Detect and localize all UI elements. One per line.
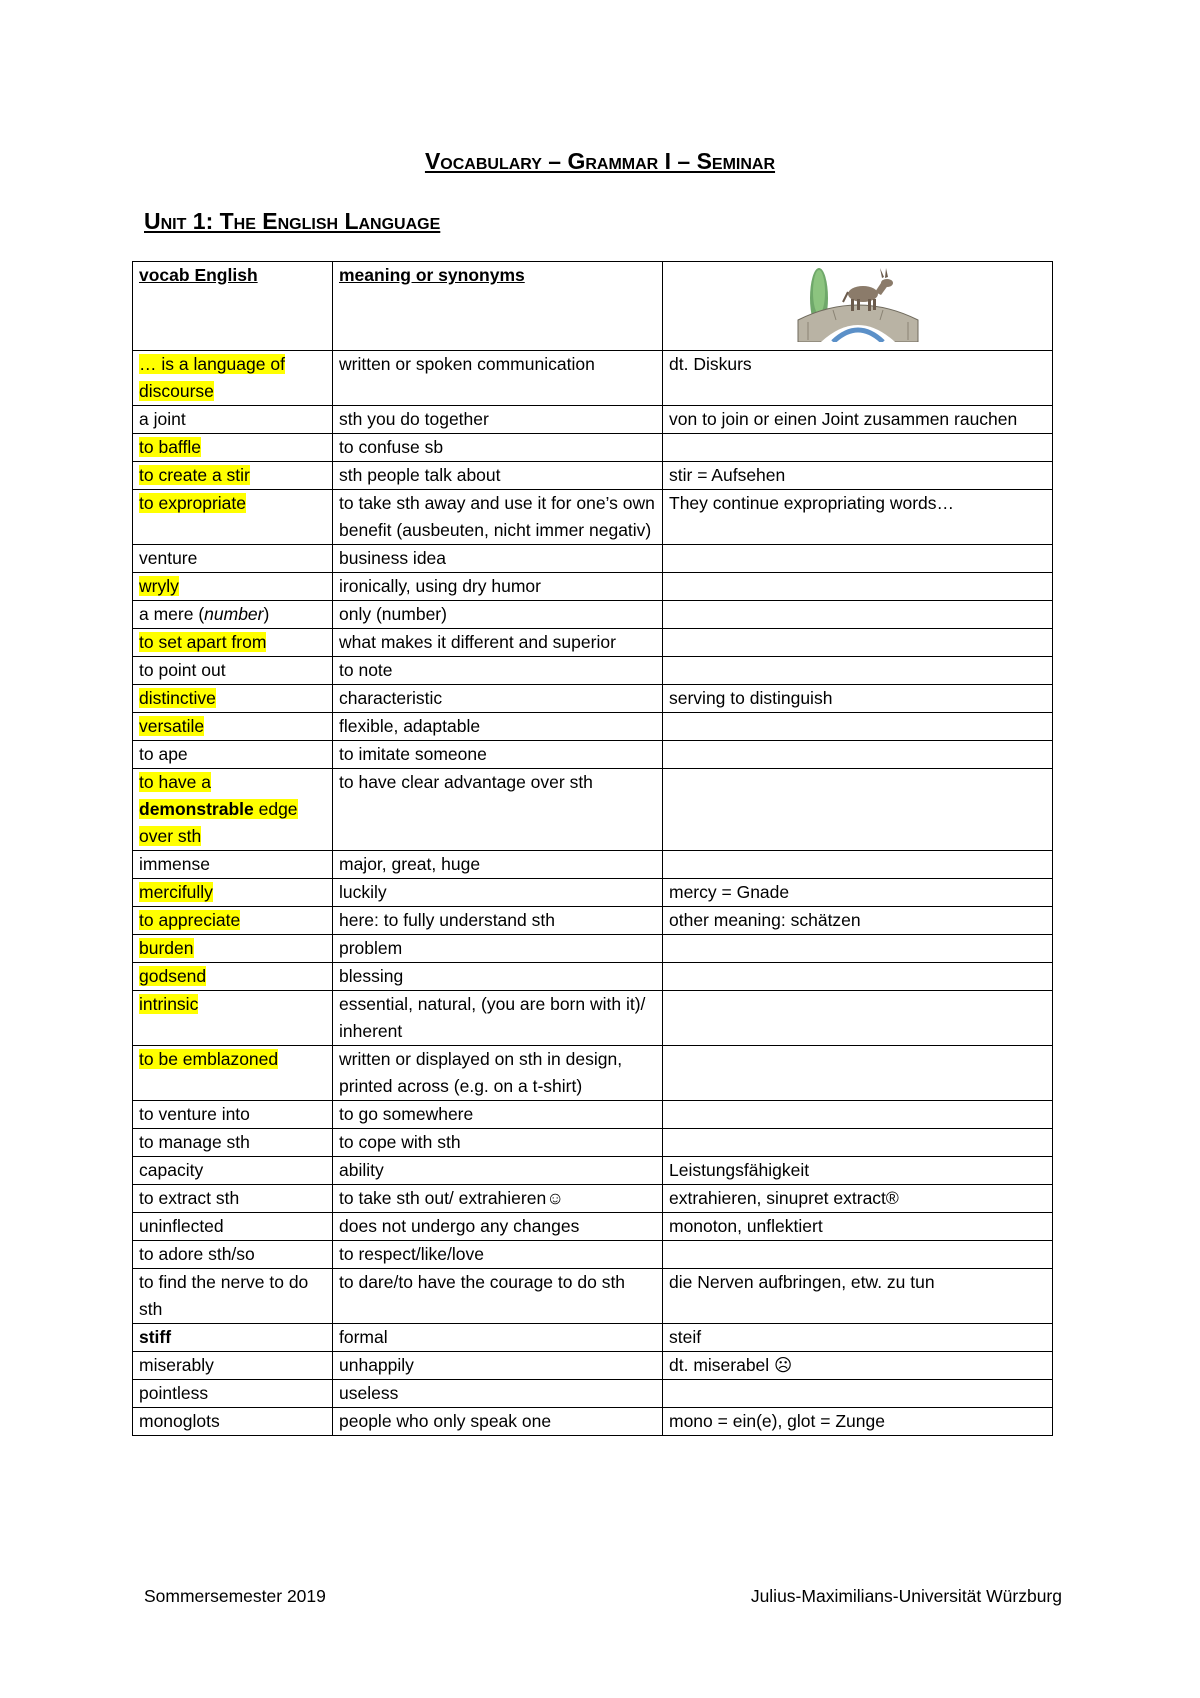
table-row: [133, 741, 1053, 769]
unit-title: Unit 1: The English Language: [144, 208, 441, 234]
vocab-meaning: formal: [333, 1324, 663, 1352]
table-row: [133, 769, 1053, 851]
vocab-term: venture: [133, 545, 333, 573]
vocab-term: to have a demonstrable edge over sth: [133, 769, 333, 851]
vocab-meaning: only (number): [333, 601, 663, 629]
table-row: [133, 685, 1053, 713]
vocab-note: [663, 991, 1053, 1046]
vocab-meaning: ironically, using dry humor: [333, 573, 663, 601]
vocab-meaning: major, great, huge: [333, 851, 663, 879]
table-row: [133, 963, 1053, 991]
vocab-term: to extract sth: [133, 1185, 333, 1213]
footer-semester: Sommersemester 2019: [144, 1586, 326, 1606]
table-row: [133, 935, 1053, 963]
table-row: [133, 1157, 1053, 1185]
vocab-meaning: written or spoken communication: [333, 351, 663, 406]
vocab-note: [663, 963, 1053, 991]
header-vocab-english: vocab English: [133, 262, 333, 351]
table-row: [133, 406, 1053, 434]
table-row: [133, 490, 1053, 545]
table-row: [133, 991, 1053, 1046]
vocab-term: to manage sth: [133, 1129, 333, 1157]
table-row: [133, 351, 1053, 406]
vocab-note: [663, 741, 1053, 769]
vocab-meaning: to note: [333, 657, 663, 685]
table-row: [133, 1380, 1053, 1408]
page-title: Vocabulary – Grammar I – Seminar: [424, 148, 776, 174]
table-header-row: [133, 262, 1053, 351]
vocab-term: to be emblazoned: [133, 1046, 333, 1101]
table-row: [133, 573, 1053, 601]
vocab-meaning: to take sth out/ extrahieren☺: [333, 1185, 663, 1213]
vocab-meaning: unhappily: [333, 1352, 663, 1380]
vocab-meaning: characteristic: [333, 685, 663, 713]
table-row: [133, 545, 1053, 573]
table-row: [133, 1185, 1053, 1213]
vocab-note: von to join or einen Joint zusammen rauchen: [663, 406, 1053, 434]
vocab-note: [663, 1101, 1053, 1129]
vocab-note: dt. Diskurs: [663, 351, 1053, 406]
vocab-term: godsend: [133, 963, 333, 991]
vocab-term: versatile: [133, 713, 333, 741]
table-row: [133, 879, 1053, 907]
vocab-term: … is a language of discourse: [133, 351, 333, 406]
vocab-note: [663, 1380, 1053, 1408]
vocab-meaning: does not undergo any changes: [333, 1213, 663, 1241]
vocab-note: [663, 713, 1053, 741]
vocab-term: monoglots: [133, 1408, 333, 1436]
table-row: [133, 1101, 1053, 1129]
vocab-meaning: to cope with sth: [333, 1129, 663, 1157]
vocab-term: mercifully: [133, 879, 333, 907]
header-meaning: meaning or synonyms: [333, 262, 663, 351]
table-row: [133, 851, 1053, 879]
vocab-meaning: problem: [333, 935, 663, 963]
vocab-meaning: essential, natural, (you are born with it)/ inherent: [333, 991, 663, 1046]
vocab-meaning: here: to fully understand sth: [333, 907, 663, 935]
table-row: [133, 434, 1053, 462]
vocab-term: wryly: [133, 573, 333, 601]
vocab-meaning: to go somewhere: [333, 1101, 663, 1129]
vocab-note: [663, 1046, 1053, 1101]
table-row: [133, 1352, 1053, 1380]
vocab-term: miserably: [133, 1352, 333, 1380]
vocab-term: to set apart from: [133, 629, 333, 657]
vocab-term: intrinsic: [133, 991, 333, 1046]
vocab-meaning: written or displayed on sth in design, printed across (e.g. on a t-shirt): [333, 1046, 663, 1101]
vocab-meaning: people who only speak one: [333, 1408, 663, 1436]
vocab-note: [663, 434, 1053, 462]
vocab-note: [663, 769, 1053, 851]
table-row: [133, 713, 1053, 741]
vocab-note: [663, 1241, 1053, 1269]
vocab-note: [663, 629, 1053, 657]
table-row: [133, 1324, 1053, 1352]
table-row: [133, 629, 1053, 657]
vocab-term: to adore sth/so: [133, 1241, 333, 1269]
vocab-note: They continue expropriating words…: [663, 490, 1053, 545]
table-row: [133, 1046, 1053, 1101]
vocab-note: mercy = Gnade: [663, 879, 1053, 907]
table-row: [133, 1129, 1053, 1157]
vocab-note: [663, 545, 1053, 573]
vocab-note: Leistungsfähigkeit: [663, 1157, 1053, 1185]
table-row: [133, 462, 1053, 490]
vocab-term: to venture into: [133, 1101, 333, 1129]
vocab-meaning: sth people talk about: [333, 462, 663, 490]
vocab-meaning: business idea: [333, 545, 663, 573]
vocab-note: [663, 851, 1053, 879]
table-row: [133, 1269, 1053, 1324]
header-image-cell: [663, 262, 1053, 351]
donkey-on-bridge-illustration: [793, 262, 923, 342]
vocab-term: capacity: [133, 1157, 333, 1185]
vocab-note: die Nerven aufbringen, etw. zu tun: [663, 1269, 1053, 1324]
vocab-meaning: to have clear advantage over sth: [333, 769, 663, 851]
vocab-term: uninflected: [133, 1213, 333, 1241]
vocab-meaning: to respect/like/love: [333, 1241, 663, 1269]
vocab-meaning: useless: [333, 1380, 663, 1408]
table-row: [133, 907, 1053, 935]
vocab-note: [663, 601, 1053, 629]
vocab-term: to create a stir: [133, 462, 333, 490]
vocabulary-table: [132, 261, 1053, 1436]
vocab-meaning: flexible, adaptable: [333, 713, 663, 741]
vocab-term: distinctive: [133, 685, 333, 713]
vocab-term: to appreciate: [133, 907, 333, 935]
table-row: [133, 657, 1053, 685]
vocab-term: to ape: [133, 741, 333, 769]
vocab-note: mono = ein(e), glot = Zunge: [663, 1408, 1053, 1436]
vocab-note: steif: [663, 1324, 1053, 1352]
footer-university: Julius-Maximilians-Universität Würzburg: [750, 1586, 1062, 1606]
vocab-term: pointless: [133, 1380, 333, 1408]
vocab-meaning: to confuse sb: [333, 434, 663, 462]
vocab-meaning: blessing: [333, 963, 663, 991]
table-row: [133, 601, 1053, 629]
vocab-meaning: to dare/to have the courage to do sth: [333, 1269, 663, 1324]
vocab-note: [663, 1129, 1053, 1157]
vocab-note: other meaning: schätzen: [663, 907, 1053, 935]
vocab-meaning: to imitate someone: [333, 741, 663, 769]
vocab-note: dt. miserabel ☹: [663, 1352, 1053, 1380]
vocab-term: a joint: [133, 406, 333, 434]
table-row: [133, 1241, 1053, 1269]
table-row: [133, 1408, 1053, 1436]
vocab-meaning: what makes it different and superior: [333, 629, 663, 657]
vocab-term: to expropriate: [133, 490, 333, 545]
vocab-term: to point out: [133, 657, 333, 685]
vocab-meaning: sth you do together: [333, 406, 663, 434]
vocab-term: to baffle: [133, 434, 333, 462]
table-row: [133, 1213, 1053, 1241]
vocab-meaning: to take sth away and use it for one’s own benefit (ausbeuten, nicht immer negativ): [333, 490, 663, 545]
vocab-note: stir = Aufsehen: [663, 462, 1053, 490]
vocab-note: extrahieren, sinupret extract®: [663, 1185, 1053, 1213]
vocab-note: serving to distinguish: [663, 685, 1053, 713]
vocab-note: [663, 573, 1053, 601]
vocab-note: monoton, unflektiert: [663, 1213, 1053, 1241]
vocab-meaning: luckily: [333, 879, 663, 907]
vocab-note: [663, 657, 1053, 685]
vocab-note: [663, 935, 1053, 963]
vocab-term: a mere (number): [133, 601, 333, 629]
vocab-term: to find the nerve to do sth: [133, 1269, 333, 1324]
vocab-term: immense: [133, 851, 333, 879]
vocab-meaning: ability: [333, 1157, 663, 1185]
vocab-term: stiff: [133, 1324, 333, 1352]
vocab-term: burden: [133, 935, 333, 963]
